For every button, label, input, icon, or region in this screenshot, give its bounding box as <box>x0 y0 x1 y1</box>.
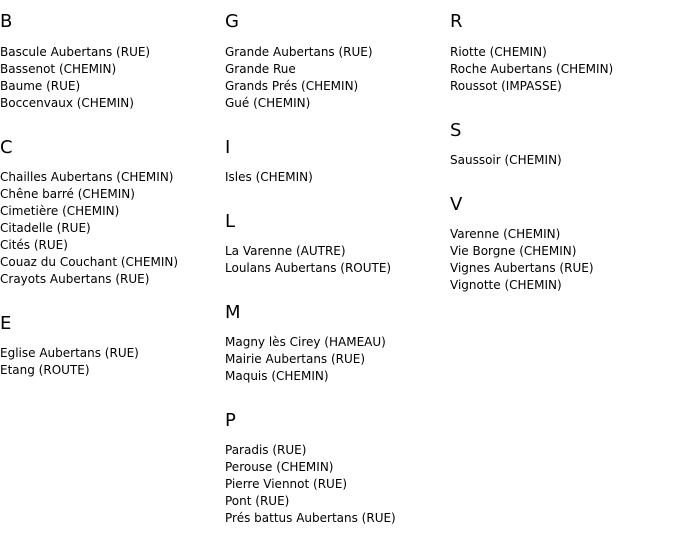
street-link[interactable]: Perouse (CHEMIN) <box>225 460 334 474</box>
street-list-s <box>450 152 562 169</box>
street-link[interactable]: Baume (RUE) <box>0 79 81 93</box>
street-list-c <box>0 169 178 288</box>
street-link[interactable]: Gué (CHEMIN) <box>225 96 311 110</box>
street-link[interactable]: Prés battus Aubertans (RUE) <box>225 511 396 525</box>
street-link[interactable]: Cimetière (CHEMIN) <box>0 204 120 218</box>
street-link[interactable]: Boccenvaux (CHEMIN) <box>0 96 134 110</box>
letter-heading-b: B <box>0 11 13 32</box>
street-link[interactable]: Chêne barré (CHEMIN) <box>0 187 135 201</box>
street-link[interactable]: Cités (RUE) <box>0 238 68 252</box>
street-link[interactable]: Mairie Aubertans (RUE) <box>225 352 366 366</box>
street-link[interactable]: Grands Prés (CHEMIN) <box>225 79 359 93</box>
letter-heading-g: G <box>225 11 239 32</box>
street-link[interactable]: Paradis (RUE) <box>225 443 307 457</box>
letter-heading-m: M <box>225 302 241 323</box>
street-link[interactable]: Varenne (CHEMIN) <box>450 227 561 241</box>
street-link[interactable]: Etang (ROUTE) <box>0 363 90 377</box>
street-link[interactable]: Crayots Aubertans (RUE) <box>0 272 150 286</box>
street-link[interactable]: Pont (RUE) <box>225 494 290 508</box>
letter-heading-p: P <box>225 410 236 431</box>
street-link[interactable]: Citadelle (RUE) <box>0 221 91 235</box>
street-list-l <box>225 243 391 277</box>
street-list-b <box>0 44 150 112</box>
street-list-r <box>450 44 613 95</box>
street-link[interactable]: Couaz du Couchant (CHEMIN) <box>0 255 179 269</box>
letter-heading-r: R <box>450 11 463 32</box>
street-link[interactable]: Grande Rue <box>225 62 296 76</box>
street-list-p <box>225 442 396 527</box>
street-link[interactable]: Pierre Viennot (RUE) <box>225 477 348 491</box>
letter-heading-l: L <box>225 211 236 232</box>
street-link[interactable]: Loulans Aubertans (ROUTE) <box>225 261 392 275</box>
street-link[interactable]: Vignotte (CHEMIN) <box>450 278 562 292</box>
letter-heading-s: S <box>450 120 462 141</box>
letter-heading-c: C <box>0 137 13 158</box>
street-link[interactable]: Roussot (IMPASSE) <box>450 79 562 93</box>
street-list-m <box>225 334 386 385</box>
letter-heading-v: V <box>450 194 463 215</box>
street-link[interactable]: Chailles Aubertans (CHEMIN) <box>0 170 174 184</box>
street-list-e <box>0 345 139 379</box>
letter-heading-e: E <box>0 313 12 334</box>
street-link[interactable]: Vignes Aubertans (RUE) <box>450 261 594 275</box>
street-link[interactable]: Isles (CHEMIN) <box>225 170 313 184</box>
street-link[interactable]: Eglise Aubertans (RUE) <box>0 346 139 360</box>
street-link[interactable]: Magny lès Cirey (HAMEAU) <box>225 335 386 349</box>
street-link[interactable]: Grande Aubertans (RUE) <box>225 45 373 59</box>
street-link[interactable]: Roche Aubertans (CHEMIN) <box>450 62 614 76</box>
letter-heading-i: I <box>225 137 231 158</box>
street-list-i <box>225 169 313 186</box>
street-link[interactable]: Bassenot (CHEMIN) <box>0 62 117 76</box>
street-link[interactable]: Saussoir (CHEMIN) <box>450 153 562 167</box>
street-list-g <box>225 44 373 112</box>
street-link[interactable]: Riotte (CHEMIN) <box>450 45 547 59</box>
street-link[interactable]: La Varenne (AUTRE) <box>225 244 346 258</box>
street-link[interactable]: Vie Borgne (CHEMIN) <box>450 244 577 258</box>
street-list-v <box>450 226 594 294</box>
street-link[interactable]: Maquis (CHEMIN) <box>225 369 329 383</box>
street-link[interactable]: Bascule Aubertans (RUE) <box>0 45 151 59</box>
